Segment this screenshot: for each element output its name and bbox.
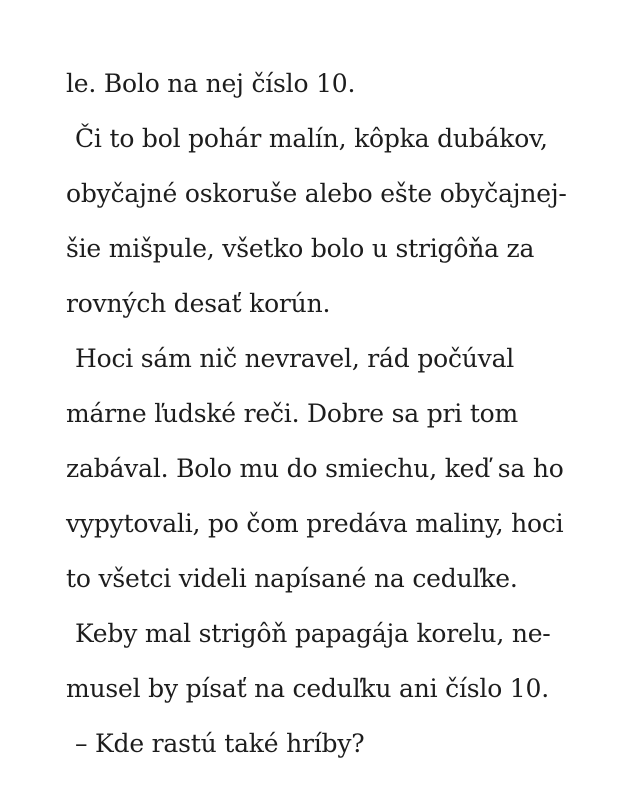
text-line: musel by písať na ceduľku ani číslo 10.: [66, 674, 549, 703]
text-line: le. Bolo na nej číslo 10.: [66, 69, 356, 98]
paragraph-start-line: Hoci sám nič nevravel, rád počúval: [75, 344, 515, 373]
text-line: zabával. Bolo mu do smiechu, keď sa ho: [66, 454, 564, 483]
text-line: márne ľudské reči. Dobre sa pri tom: [66, 399, 519, 428]
text-line: rovných desať korún.: [66, 289, 331, 318]
text-line: šie mišpule, všetko bolo u strigôňa za: [66, 234, 535, 263]
dialogue-line: – Kde rastú také hríby?: [75, 729, 365, 758]
page-text: [66, 56, 586, 771]
paragraph-start-line: Či to bol pohár malín, kôpka dubákov,: [75, 124, 548, 153]
text-line: to všetci videli napísané na ceduľke.: [66, 564, 518, 593]
text-line: obyčajné oskoruše alebo ešte obyčajnej-: [66, 179, 567, 208]
text-line: vypytovali, po čom predáva maliny, hoci: [66, 509, 564, 538]
paragraph-start-line: Keby mal strigôň papagája korelu, ne-: [75, 619, 551, 648]
